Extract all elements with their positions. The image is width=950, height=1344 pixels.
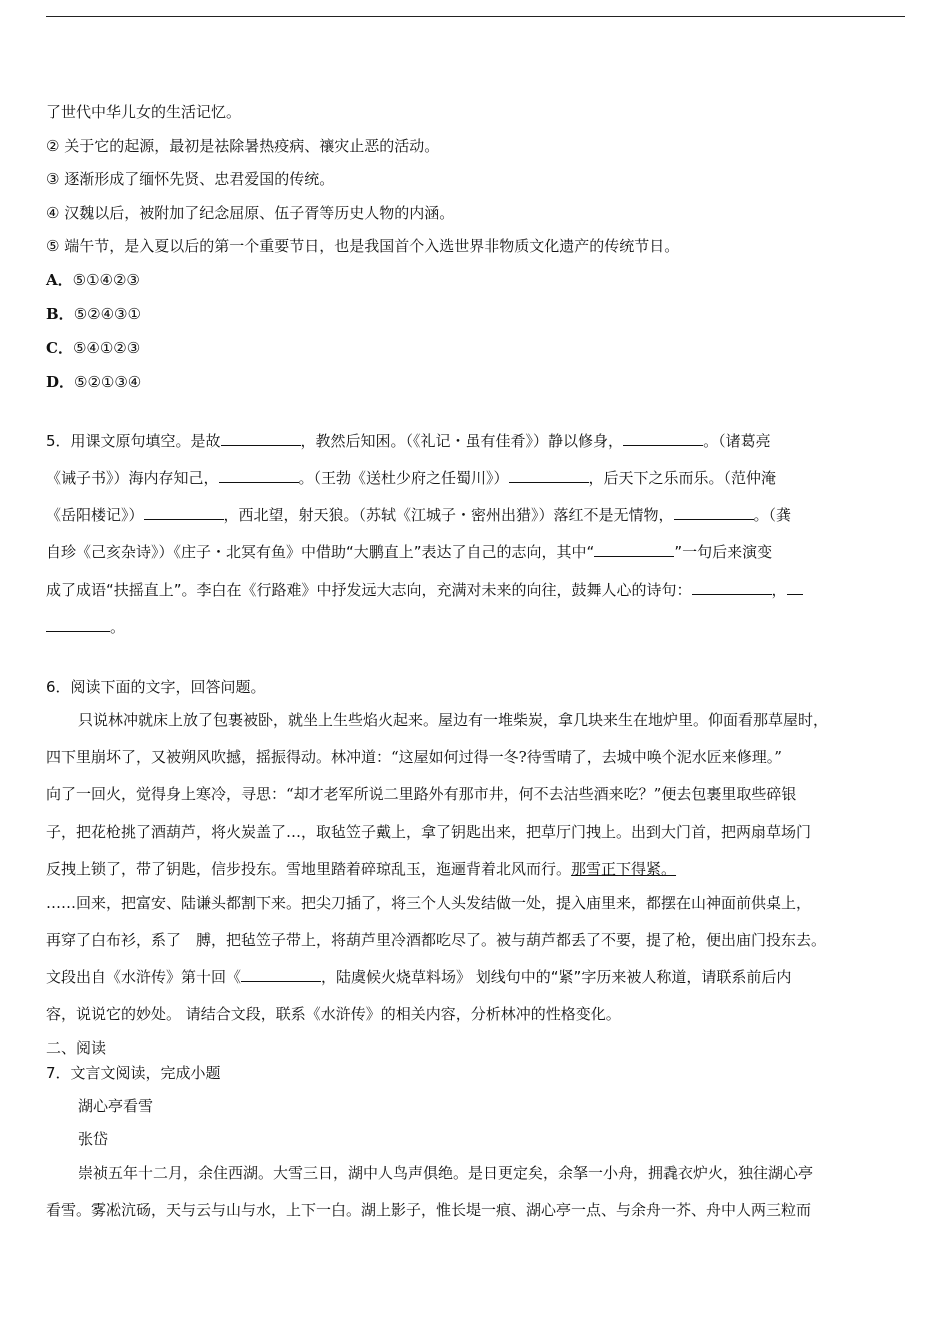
q7-author: 张岱 (78, 1130, 109, 1148)
q5-line-6 (46, 617, 125, 637)
option-letter: D． (46, 373, 75, 391)
q4-option-c (46, 338, 140, 358)
q6-passage-line: 只说林冲就床上放了包裹被卧，就坐上生些焰火起来。屋边有一堆柴炭，拿几块来生在地炉里。仰面看那草屋时， (78, 711, 829, 729)
q5-text: ，西北望，射天狼。（苏轼《江城子・密州出猎》）落红不是无情物， (223, 506, 674, 524)
q5-text: ，后天下之乐而乐。（范仲淹 (588, 469, 777, 487)
intro-line: 了世代中华儿女的生活记忆。 (46, 103, 242, 121)
q5-text: 自珍《己亥杂诗》）《庄子・北冥有鱼》中借助“大鹏直上”表达了自己的志向，其中“ (46, 543, 595, 561)
answer-blank[interactable] (787, 580, 803, 595)
q4-item-2: ② 关于它的起源，最初是祛除暑热疫病、禳灾止恶的活动。 (46, 137, 440, 155)
q7-title: 湖心亭看雪 (78, 1097, 154, 1115)
q4-item-3: ③ 逐渐形成了缅怀先贤、忠君爱国的传统。 (46, 170, 335, 188)
q6-text: 文段出自《水浒传》第十回《 (46, 968, 242, 986)
header-rule (46, 16, 905, 17)
section-heading: 二、阅读 (46, 1039, 107, 1057)
q4-item-5: ⑤ 端午节，是入夏以后的第一个重要节日，也是我国首个入选世界非物质文化遗产的传统节日。 (46, 237, 680, 255)
answer-blank[interactable] (241, 967, 321, 982)
q4-option-a (46, 270, 140, 290)
q5-text: 《岳阳楼记》） (46, 506, 144, 524)
q5-text: ”一句后来演变 (674, 543, 773, 561)
q5-line-3 (46, 505, 791, 525)
q6-question-line (46, 967, 791, 987)
q5-text: 5．用课文原句填空。是故 (46, 432, 221, 450)
q6-passage-line: 再穿了白布衫，系了 膊，把毡笠子带上，将葫芦里冷酒都吃尽了。被与葫芦都丢了不要，提了枪，便出庙门投东去。 (46, 931, 827, 949)
answer-blank[interactable] (144, 505, 224, 520)
underlined-sentence: 那雪正下得紧。 (571, 860, 677, 878)
q6-question-line: 容，说说它的妙处。 请结合文段，联系《水浒传》的相关内容，分析林冲的性格变化。 (46, 1005, 621, 1023)
q6-passage-line: 四下里崩坏了，又被朔风吹撼，摇振得动。林冲道：“这屋如何过得一冬?待雪晴了，去城中唤个泥水匠来修理。” (46, 748, 782, 766)
q6-passage-line: ……回来，把富安、陆谦头都割下来。把尖刀插了，将三个人头发结做一处，提入庙里来，都摆在山神面前供桌上， (46, 894, 812, 912)
q5-line-2 (46, 468, 776, 488)
option-letter: C． (46, 339, 73, 357)
option-text: ⑤④①②③ (72, 339, 141, 357)
q5-text: ，教然后知困。（《礼记・虽有佳肴》）静以修身， (300, 432, 624, 450)
option-text: ⑤②①③④ (74, 373, 142, 391)
q5-line-1 (46, 431, 771, 451)
option-letter: A． (46, 271, 73, 289)
q7-header: 7．文言文阅读，完成小题 (46, 1064, 221, 1082)
q7-text-line: 崇祯五年十二月，余住西湖。大雪三日，湖中人鸟声俱绝。是日更定矣，余拏一小舟，拥毳衣炉火，独往湖心亭 (78, 1164, 814, 1182)
q5-text: 。（王勃《送杜少府之任蜀川》） (298, 469, 509, 487)
option-letter: B． (46, 305, 74, 323)
q7-text-line: 看雪。雾凇沆砀，天与云与山与水，上下一白。湖上影子，惟长堤一痕、湖心亭一点、与余舟一芥、舟中人两三粒而 (46, 1201, 812, 1219)
q5-text: ， (771, 581, 787, 599)
answer-blank[interactable] (692, 580, 772, 595)
answer-blank[interactable] (46, 617, 110, 632)
q6-passage-line: 向了一回火，觉得身上寒冷，寻思：“却才老军所说二里路外有那市井，何不去沽些酒来吃？”便去包裹里取些碎银 (46, 785, 797, 803)
q5-text: 。 (110, 618, 126, 636)
q5-line-5 (46, 580, 803, 600)
q6-passage-line: 子，把花枪挑了酒葫芦，将火炭盖了…，取毡笠子戴上，拿了钥匙出来，把草厅门拽上。出到大门首，把两扇草场门 (46, 823, 812, 841)
answer-blank[interactable] (674, 505, 754, 520)
q4-item-4: ④ 汉魏以后，被附加了纪念屈原、伍子胥等历史人物的内涵。 (46, 204, 455, 222)
q6-header: 6．阅读下面的文字，回答问题。 (46, 678, 266, 696)
q5-text: 成了成语“扶摇直上”。李白在《行路难》中抒发远大志向，充满对未来的向往，鼓舞人心的诗句： (46, 581, 692, 599)
answer-blank[interactable] (594, 542, 674, 557)
option-text: ⑤①④②③ (72, 271, 140, 289)
answer-blank[interactable] (219, 468, 299, 483)
q5-line-4 (46, 542, 772, 562)
answer-blank[interactable] (623, 431, 703, 446)
q6-text: ，陆虞候火烧草料场》 划线句中的“紧”字历来被人称道，请联系前后内 (321, 968, 792, 986)
answer-blank[interactable] (509, 468, 589, 483)
q4-option-b (46, 304, 141, 324)
q5-text: 。（诸葛亮 (703, 432, 771, 450)
passage-text: 反拽上锁了，带了钥匙，信步投东。雪地里踏着碎琼乱玉，迤逦背着北风而行。 (46, 860, 572, 878)
answer-blank[interactable] (221, 431, 301, 446)
option-text: ⑤②④③① (73, 305, 141, 323)
q5-text: 《诫子书》）海内存知己， (46, 469, 219, 487)
q4-option-d (46, 372, 141, 392)
q5-text: 。（龚 (753, 506, 792, 524)
q6-passage-line (46, 859, 676, 879)
